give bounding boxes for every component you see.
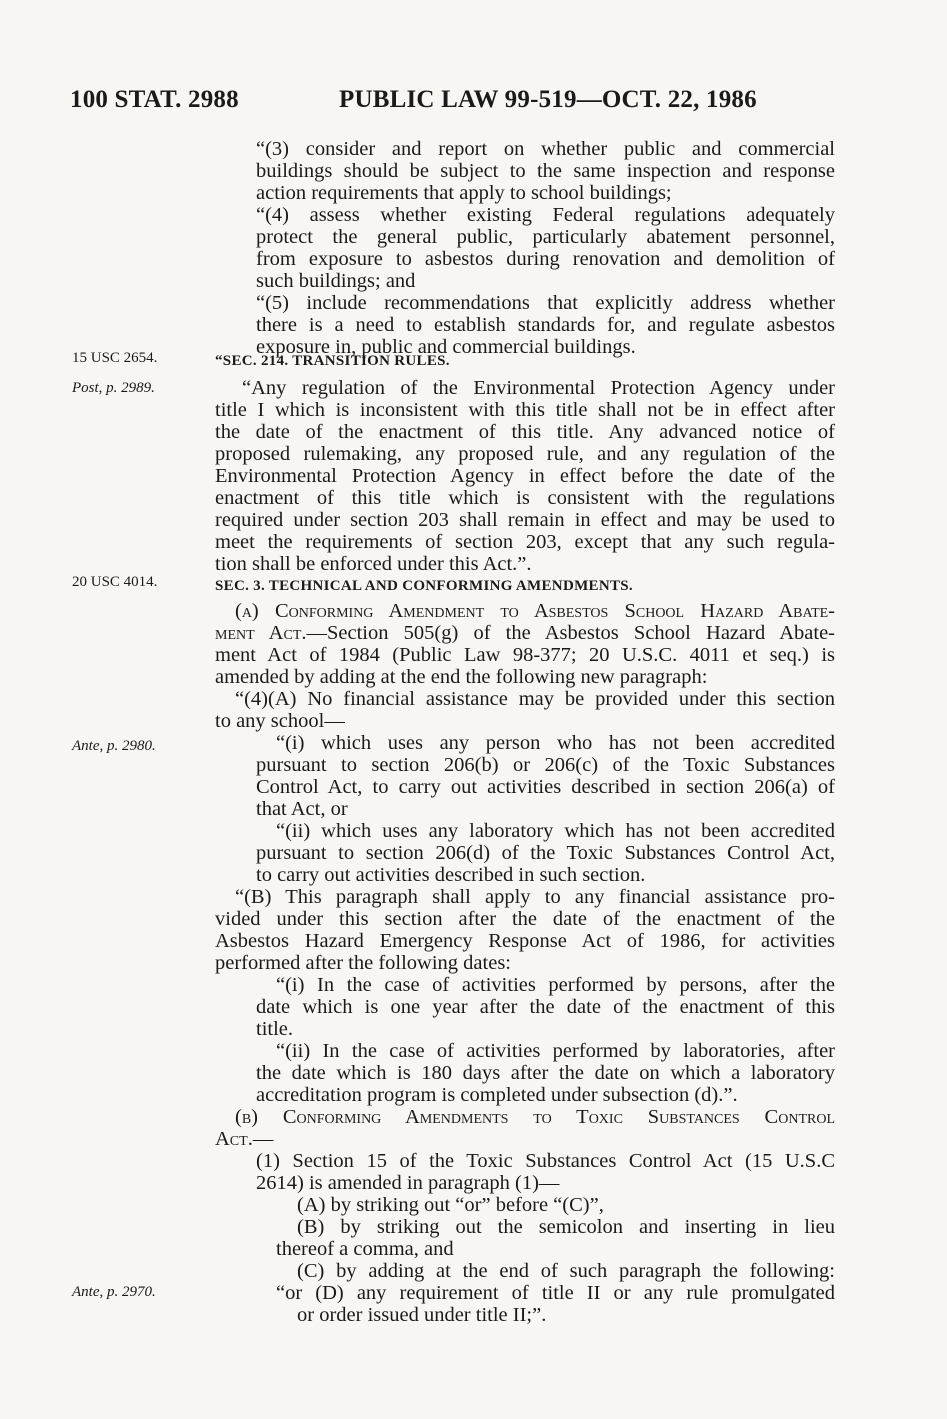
pbii-line-3: accreditation program is completed under subsection (d).”. bbox=[256, 1084, 738, 1106]
sec-214-line-4: proposed rulemaking, any proposed rule, and any regulation of the bbox=[215, 443, 835, 465]
pbii-line-2: the date which is 180 days after the date on which a laboratory bbox=[256, 1062, 835, 1084]
p3-line-1: “(3) consider and report on whether public and commercial bbox=[256, 138, 835, 160]
subsec-a-heading-line-2 bbox=[215, 622, 835, 644]
subsec-a-line-1: ment Act of 1984 (Public Law 98-377; 20 U.S.C. 4011 et seq.) is bbox=[215, 644, 835, 666]
bC-line-3: or order issued under title II;”. bbox=[297, 1304, 547, 1326]
subsec-b-heading-line-2: Act.— bbox=[215, 1128, 274, 1150]
sec-214-line-2: title I which is inconsistent with this title shall not be in effect after bbox=[215, 399, 835, 421]
sec-214-line-8: meet the requirements of section 203, except that any such regula- bbox=[215, 531, 835, 553]
p4a-line-2: to any school— bbox=[215, 710, 345, 732]
p5-line-3: exposure in, public and commercial buildings. bbox=[256, 336, 636, 358]
pi-line-3: Control Act, to carry out activities described in section 206(a) of bbox=[256, 776, 835, 798]
pb-line-4: performed after the following dates: bbox=[215, 952, 511, 974]
pb-line-1: “(B) This paragraph shall apply to any financial assistance pro- bbox=[235, 886, 835, 908]
p5-line-2: there is a need to establish standards for, and regulate asbestos bbox=[256, 314, 835, 336]
pii-line-2: pursuant to section 206(d) of the Toxic Substances Control Act, bbox=[256, 842, 835, 864]
margin-post-2989: Post, p. 2989. bbox=[72, 380, 155, 396]
pbii-line-1: “(ii) In the case of activities performed by laboratories, after bbox=[276, 1040, 835, 1062]
margin-ante-2980: Ante, p. 2980. bbox=[72, 738, 156, 754]
bC-line-1: (C) by adding at the end of such paragraph the following: bbox=[297, 1260, 835, 1282]
p5-line-1: “(5) include recommendations that explicitly address whether bbox=[256, 292, 835, 314]
bC-line-2: “or (D) any requirement of title II or any rule promulgated bbox=[276, 1282, 835, 1304]
subsec-a-line-2: amended by adding at the end the following new paragraph: bbox=[215, 666, 708, 688]
p4-line-4: such buildings; and bbox=[256, 270, 416, 292]
subsec-a-heading-rest: —Section 505(g) of the Asbestos School Hazard Abate- bbox=[306, 622, 836, 644]
sec-214-line-9: tion shall be enforced under this Act.”. bbox=[215, 553, 532, 575]
pi-line-4: that Act, or bbox=[256, 798, 348, 820]
pb-line-2: vided under this section after the date of the enactment of the bbox=[215, 908, 835, 930]
sec-214-line-5: Environmental Protection Agency in effect before the date of the bbox=[215, 465, 835, 487]
pbi-line-2: date which is one year after the date of the enactment of this bbox=[256, 996, 835, 1018]
b1-line-2: 2614) is amended in paragraph (1)— bbox=[256, 1172, 560, 1194]
subsec-a-heading-line-1: (a) Conforming Amendment to Asbestos School Hazard Abate- bbox=[235, 600, 835, 622]
pii-line-3: to carry out activities described in such section. bbox=[256, 864, 646, 886]
margin-usc-2654: 15 USC 2654. bbox=[72, 350, 158, 366]
margin-ante-2970: Ante, p. 2970. bbox=[72, 1284, 156, 1300]
bA-line: (A) by striking out “or” before “(C)”, bbox=[297, 1194, 604, 1216]
sec-3-heading: SEC. 3. TECHNICAL AND CONFORMING AMENDMENTS. bbox=[215, 578, 633, 594]
p3-line-2: buildings should be subject to the same inspection and response bbox=[256, 160, 835, 182]
margin-usc-4014: 20 USC 4014. bbox=[72, 574, 158, 590]
pii-line-1: “(ii) which uses any laboratory which has not been accredited bbox=[276, 820, 835, 842]
subsec-a-heading-act: ment Act. bbox=[215, 622, 307, 644]
pb-line-3: Asbestos Hazard Emergency Response Act of 1986, for activities bbox=[215, 930, 835, 952]
page-citation: 100 STAT. 2988 bbox=[70, 86, 239, 113]
sec-214-line-1: “Any regulation of the Environmental Protection Agency under bbox=[242, 377, 835, 399]
p4a-line-1: “(4)(A) No financial assistance may be provided under this section bbox=[235, 688, 835, 710]
subsec-b-heading-line-1: (b) Conforming Amendments to Toxic Substances Control bbox=[235, 1106, 835, 1128]
p4-line-3: from exposure to asbestos during renovation and demolition of bbox=[256, 248, 835, 270]
page-title: PUBLIC LAW 99-519—OCT. 22, 1986 bbox=[339, 86, 757, 113]
sec-214-heading: “SEC. 214. TRANSITION RULES. bbox=[215, 353, 450, 369]
sec-214-line-6: enactment of this title which is consistent with the regulations bbox=[215, 487, 835, 509]
pbi-line-1: “(i) In the case of activities performed by persons, after the bbox=[276, 974, 835, 996]
p4-line-2: protect the general public, particularly abatement personnel, bbox=[256, 226, 835, 248]
p4-line-1: “(4) assess whether existing Federal regulations adequately bbox=[256, 204, 835, 226]
sec-214-line-3: the date of the enactment of this title. Any advanced notice of bbox=[215, 421, 835, 443]
p3-line-3: action requirements that apply to school buildings; bbox=[256, 182, 672, 204]
sec-214-line-7: required under section 203 shall remain in effect and may be used to bbox=[215, 509, 835, 531]
pi-line-2: pursuant to section 206(b) or 206(c) of the Toxic Substances bbox=[256, 754, 835, 776]
bB-line-1: (B) by striking out the semicolon and inserting in lieu bbox=[297, 1216, 835, 1238]
pi-line-1: “(i) which uses any person who has not been accredited bbox=[276, 732, 835, 754]
bB-line-2: thereof a comma, and bbox=[276, 1238, 454, 1260]
pbi-line-3: title. bbox=[256, 1018, 294, 1040]
b1-line-1: (1) Section 15 of the Toxic Substances Control Act (15 U.S.C bbox=[256, 1150, 835, 1172]
